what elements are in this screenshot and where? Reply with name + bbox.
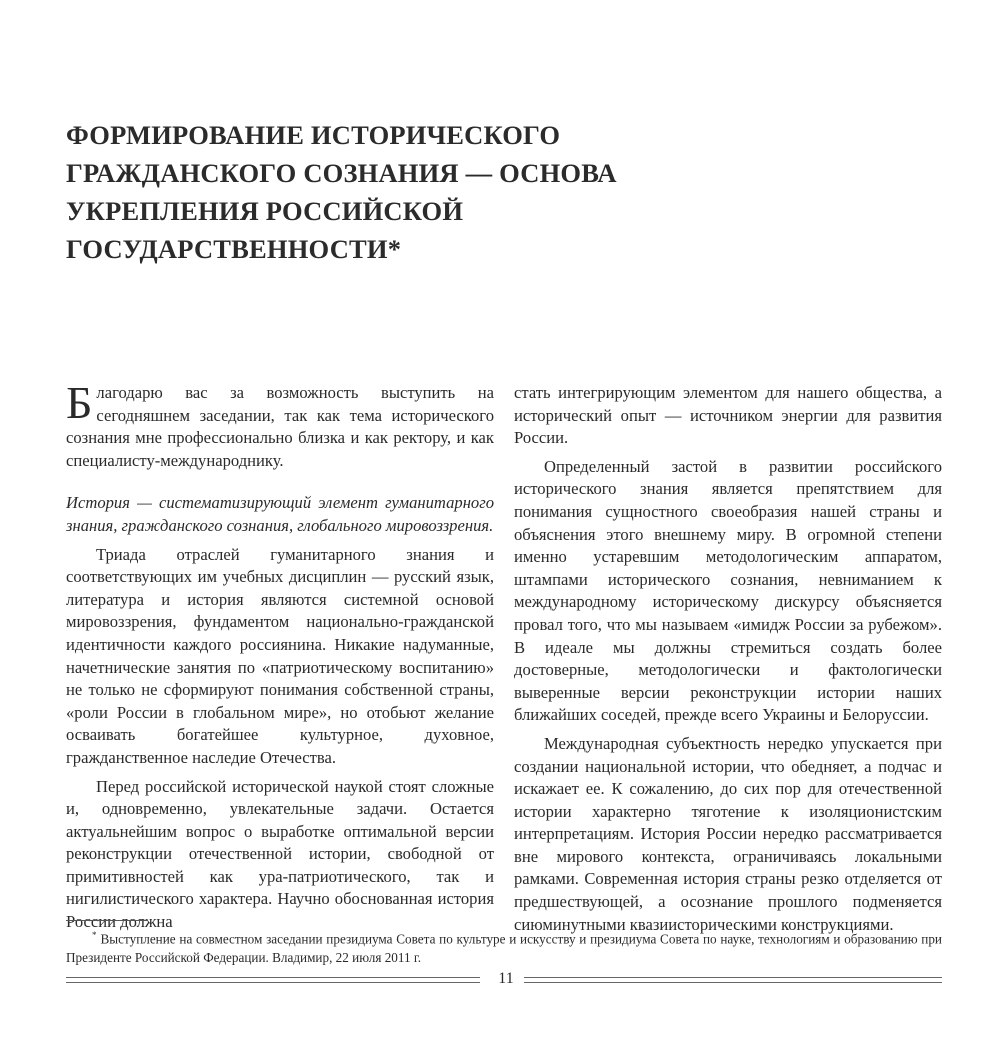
footnote [66, 926, 942, 967]
body-paragraph: Международная субъектность нередко упускается при создании национальной истории, что обедняет, а подчас и искажает ее. К сожалению, до сих пор для отечественной истории характерно тяготение к изоляционистским интерпретациям. История России нередко рассматривается вне мирового контекста, ограничиваясь локальными рамками. Современная история страны резко отделяется от предшествующей, а осознание прошлого подменяется сиюминутными квазиисторическими конструкциями. [514, 733, 942, 934]
continued-paragraph: стать интегрирующим элементом для нашего общества, а исторический опыт — источником энергии для развития России. [514, 383, 942, 448]
intro-paragraph: Благодарю вас за возможность выступить на сегодняшнем заседании, так как тема исторического сознания мне профессионально близка и как ректору, и как специалисту-международнику. [66, 377, 494, 470]
body-paragraph: Определенный застой в развитии российского исторического знания является препятствием для понимания сущностного своеобразия нашей страны и объяснения этого внешнему миру. В огромной степени именно устаревшим методологическим аппаратом, штампами исторического сознания, невниманием к международному историческому дискурсу объясняется провал того, что мы называем «имидж России за рубежом». В идеале мы должны стремиться создать более достоверные, методологически и фактологически выверенные версии реконструкции истории наших ближайших соседей, прежде всего Украины и Белоруссии. [514, 456, 942, 725]
page-footer [66, 970, 942, 990]
section-heading: История — систематизирующий элемент гуманитарного знания, гражданского сознания, глобального мировоззрения. [66, 493, 494, 535]
footnote-marker: * [92, 930, 97, 940]
left-column [66, 377, 494, 934]
body-paragraph: Триада отраслей гуманитарного знания и соответствующих им учебных дисциплин — русский язык, литература и история являются системной основой мировоззрения, фундаментом национально-гражданской идентичности каждого россиянина. Никакие надуманные, начетнические занятия по «патриотическому воспитанию» не только не сформируют понимания собственной страны, «роли России в глобальном мире», но отобьют желание осваивать богатейшее культурное, духовное, гражданственное наследие Отечества. [66, 544, 494, 767]
body-paragraph: Перед российской исторической наукой стоят сложные и, одновременно, увлекательные задачи. Остается актуальнейшим вопрос о выработке оптимальной версии реконструкции отечественной истории, свободной от примитивностей как ура-патриотического, так и нигилистического характера. Научно обоснованная история России должна [66, 776, 494, 932]
footer-rule-left [66, 977, 480, 983]
right-column [514, 382, 942, 936]
footnote-text: Выступление на совместном заседании президиума Совета по культуре и искусству и президиума Совета по науке, технологиям и образованию при Президенте Российской Федерации. Владимир, 22 июля 2011 г. [66, 931, 942, 966]
page-number: 11 [498, 970, 514, 987]
footnote-divider [66, 920, 148, 921]
article-title: ФОРМИРОВАНИЕ ИСТОРИЧЕСКОГО ГРАЖДАНСКОГО СОЗНАНИЯ — ОСНОВА УКРЕПЛЕНИЯ РОССИЙСКОЙ ГОСУДАРСТВЕННОСТИ* [66, 120, 617, 264]
footer-rule-right [524, 977, 942, 983]
